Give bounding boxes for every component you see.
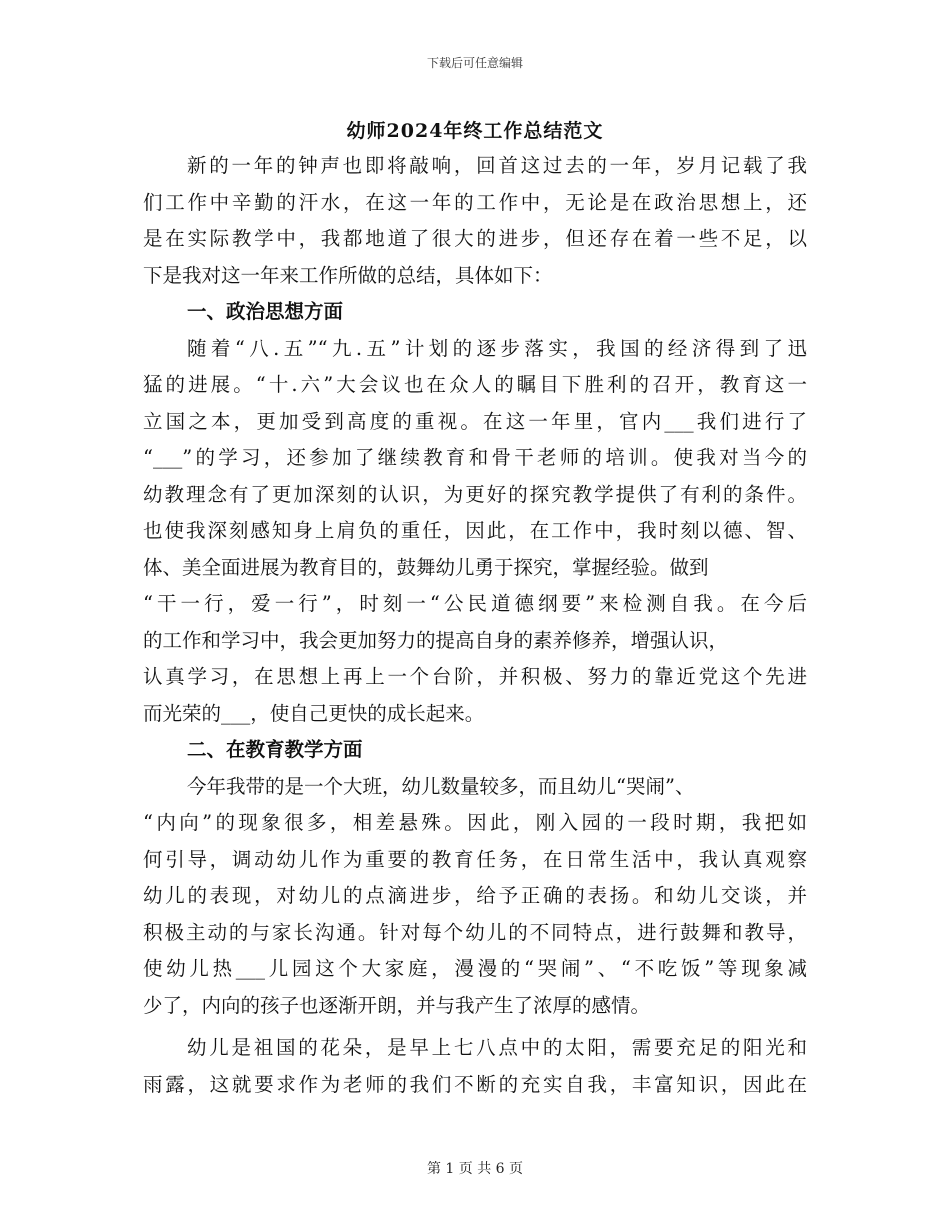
section1-line: 幼教理念有了更加深刻的认识，为更好的探究教学提供了有利的条件。 [143, 482, 807, 506]
section2-line: 今年我带的是一个大班，幼儿数量较多，而且幼儿“哭闹”、 [187, 774, 695, 798]
section2-line: 幼儿的表现，对幼儿的点滴进步，给予正确的表扬。和幼儿交谈，并 [143, 884, 807, 907]
section1-line: 认真学习，在思想上再上一个台阶，并积极、努力的靠近党这个先进 [143, 665, 807, 688]
section-heading-teaching: 二、在教育教学方面 [187, 738, 363, 761]
section1-line: 也使我深刻感知身上肩负的重任，因此，在工作中，我时刻以德、智、 [143, 519, 807, 542]
page-header-note: 下载后可任意编辑 [426, 56, 523, 70]
document-title: 幼师2024年终工作总结范文 [346, 120, 604, 142]
section2-line: 何引导，调动幼儿作为重要的教育任务，在日常生活中，我认真观察 [143, 847, 807, 871]
section2-line: 幼儿是祖国的花朵，是早上七八点中的太阳，需要充足的阳光和 [187, 1036, 807, 1059]
section2-line: “内向”的现象很多，相差悬殊。因此，刚入园的一段时期，我把如 [143, 811, 807, 834]
section1-line: 立国之本，更加受到高度的重视。在这一年里，官内___我们进行了 [143, 409, 807, 433]
section1-line: “干一行，爱一行”，时刻一“公民道德纲要”来检测自我。在今后 [143, 592, 807, 615]
intro-line: 下是我对这一年来工作所做的总结，具体如下： [143, 263, 553, 287]
section1-line: 体、美全面进展为教育目的，鼓舞幼儿勇于探究，掌握经验。做到 [143, 555, 709, 579]
section2-line: 积极主动的与家长沟通。针对每个幼儿的不同特点，进行鼓舞和教导， [143, 920, 807, 944]
section1-line: 猛的进展。“十.六”大会议也在众人的瞩目下胜利的召开，教育这一 [143, 373, 807, 396]
section2-line: 雨露，这就要求作为老师的我们不断的充实自我，丰富知识，因此在 [143, 1072, 807, 1096]
page-number: 第 1 页 共 6 页 [426, 1161, 524, 1177]
document-body [143, 148, 807, 1103]
section2-line: 使幼儿热___儿园这个大家庭，漫漫的“哭闹”、“不吃饭”等现象减 [143, 957, 807, 980]
intro-line: 新的一年的钟声也即将敲响，回首这过去的一年，岁月记载了我 [187, 154, 807, 177]
intro-line: 是在实际教学中，我都地道了很大的进步，但还存在着一些不足，以 [143, 227, 807, 250]
section1-line: 随着“八.五”“九.五”计划的逐步落实，我国的经济得到了迅 [187, 336, 807, 360]
section1-line: “___”的学习，还参加了继续教育和骨干老师的培训。使我对当今的 [143, 446, 807, 469]
intro-line: 们工作中辛勤的汗水，在这一年的工作中，无论是在政治思想上，还 [143, 190, 807, 214]
section2-line: 少了，内向的孩子也逐渐开朗，并与我产生了浓厚的感情。 [143, 993, 651, 1017]
section1-line: 而光荣的___，使自己更快的成长起来。 [143, 701, 485, 725]
section1-line: 的工作和学习中，我会更加努力的提高自身的素养修养，增强认识， [143, 628, 729, 652]
section-heading-politics: 一、政治思想方面 [187, 300, 344, 323]
